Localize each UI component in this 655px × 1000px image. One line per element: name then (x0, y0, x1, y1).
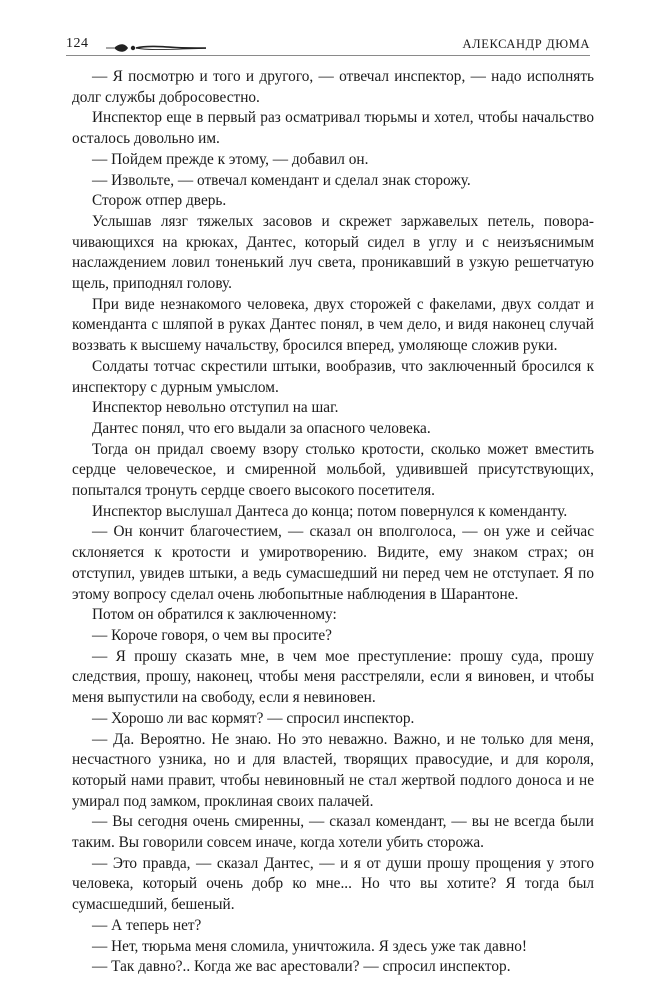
paragraph: — Хорошо ли вас кормят? — спросил инспектор. (92, 709, 415, 727)
paragraph: Услышав лязг тяжелых засовов и скрежет заржавелых петель, поворачивающихся на крюках, Дантес, который сидел в углу и с неизъяснимым наслаждением ловил тоненький луч света, проникавший в узкую решетчатую щель, приподнял голову. (72, 212, 594, 293)
page-header (66, 28, 590, 50)
paragraph: — Да. Вероятно. Не знаю. Но это неважно. Важно, и не только для меня, несчастного узника, но и для властей, творящих правосудие, и для короля, который нами правит, чтобы невиновный не стал жертвой подлого доноса и не умирал под замком, проклиная своих палачей. (72, 730, 594, 810)
paragraph: Инспектор еще в первый раз осматривал тюрьмы и хотел, чтобы начальство осталось довольно им. (72, 109, 594, 148)
paragraph: Потом он обратился к заключенному: (92, 606, 337, 624)
decorative-ornament (106, 43, 206, 53)
paragraph: — Это правда, — сказал Дантес, — и я от души прошу прощения у этого человека, который очень добр ко мне... Но что вы хотите? Я тогда был сумасшедший, бешеный. (72, 854, 594, 914)
paragraph: — Короче говоря, о чем вы просите? (92, 626, 332, 644)
paragraph: — Он кончит благочестием, — сказал он вполголоса, — он уже и сейчас склоняется к кротости и умиротворению. Видите, ему знаком страх; он отступил, увидев штыки, а ведь сумасшедший ни перед чем не отступает. Я по этому вопросу сделал очень любопытные наблюдения в Шарантоне. (72, 523, 594, 603)
paragraph: — Я посмотрю и того и другого, — отвечал инспектор, — надо исполнять долг службы добросовестно. (72, 68, 594, 106)
running-head: АЛЕКСАНДР ДЮМА (462, 37, 590, 51)
paragraph: — Извольте, — отвечал комендант и сделал знак сторожу. (92, 171, 471, 189)
paragraph: Инспектор выслушал Дантеса до конца; потом повернулся к коменданту. (92, 502, 568, 520)
paragraph: — Так давно?.. Когда же вас арестовали? — спросил инспектор. (92, 958, 511, 976)
paragraph: Сторож отпер дверь. (92, 192, 227, 210)
header-rule (66, 55, 590, 56)
paragraph: Солдаты тотчас скрестили штыки, вообразив, что заключенный бросился к инспектору с дурным умыслом. (72, 357, 594, 396)
paragraph: — Нет, тюрьма меня сломила, уничтожила. Я здесь уже так давно! (92, 937, 527, 955)
text-body (72, 67, 594, 978)
paragraph: — Пойдем прежде к этому, — добавил он. (92, 150, 369, 168)
paragraph: Тогда он придал своему взору столько кротости, сколько может вместить сердце человеческое, и смиренной мольбой, удивившей присутствующих, попытался тронуть сердце своего высокого посетителя. (72, 440, 594, 500)
paragraph: — Вы сегодня очень смиренны, — сказал комендант, — вы не всегда были таким. Вы говорили совсем иначе, когда хотели убить сторожа. (72, 813, 594, 852)
paragraph: Инспектор невольно отступил на шаг. (92, 399, 339, 417)
paragraph: — Я прошу сказать мне, в чем мое преступление: прошу суда, прошу следствия, прошу, наконец, чтобы меня расстреляли, если я виновен, и чтобы меня выпустили на свободу, если я невиновен. (72, 647, 594, 707)
paragraph: Дантес понял, что его выдали за опасного человека. (92, 419, 431, 437)
paragraph: — А теперь нет? (92, 916, 202, 934)
paragraph: При виде незнакомого человека, двух сторожей с факелами, двух солдат и коменданта с шляпой в руках Дантес понял, в чем дело, и видя наконец случай воззвать к высшему начальству, бросился вперед, умоляюще сложив руки. (72, 295, 594, 355)
page-number: 124 (66, 36, 89, 51)
